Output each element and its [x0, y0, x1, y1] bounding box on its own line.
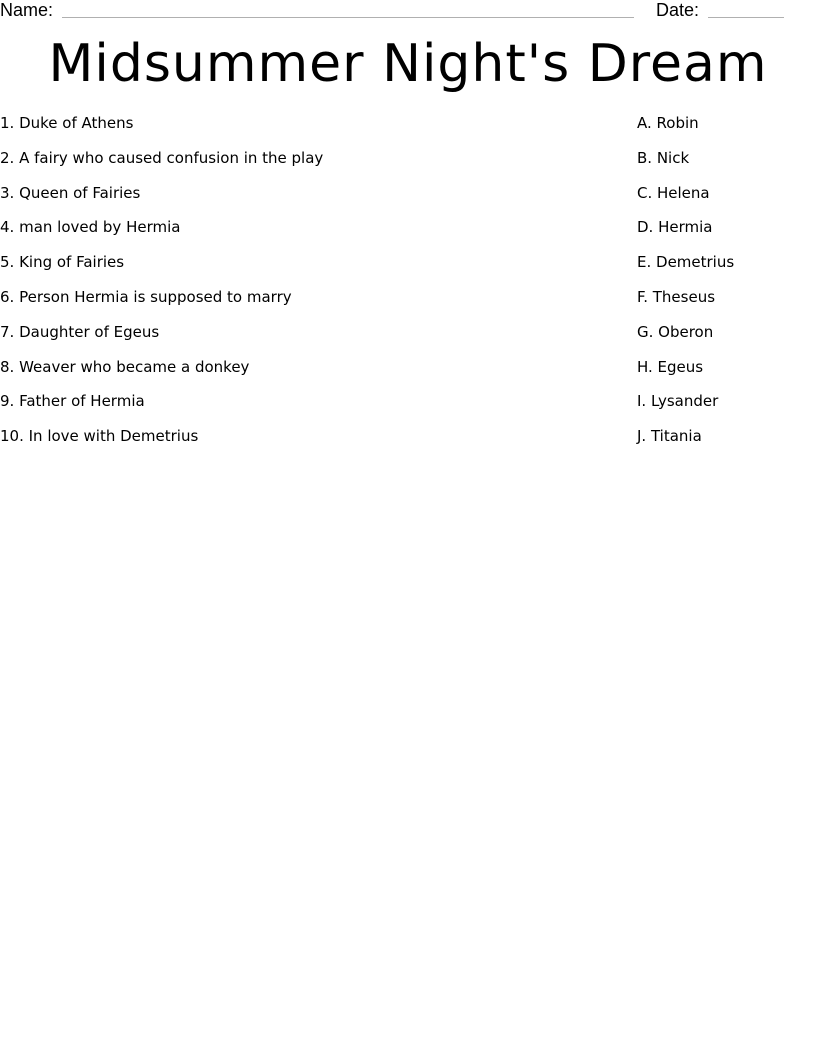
clue-item: 3. Queen of Fairies — [0, 183, 141, 202]
clue-item: 2. A fairy who caused confusion in the play — [0, 148, 324, 167]
answer-item: I. Lysander — [637, 392, 719, 411]
clue-list — [0, 113, 600, 461]
clue-item: 9. Father of Hermia — [0, 392, 145, 411]
clue-item: 6. Person Hermia is supposed to marry — [0, 287, 292, 306]
answer-item: C. Helena — [637, 183, 710, 202]
answer-item: E. Demetrius — [637, 253, 735, 272]
answer-item: G. Oberon — [637, 322, 714, 341]
date-label: Date: — [656, 0, 700, 20]
answer-item: D. Hermia — [637, 218, 713, 237]
answer-item: F. Theseus — [637, 287, 716, 306]
worksheet-header — [0, 0, 816, 24]
answer-list — [637, 113, 807, 461]
name-label: Name: — [0, 0, 54, 20]
clue-item: 7. Daughter of Egeus — [0, 322, 160, 341]
answer-item: A. Robin — [637, 114, 699, 132]
answer-item: J. Titania — [637, 427, 702, 446]
date-field-line[interactable] — [708, 17, 784, 18]
answer-item: B. Nick — [637, 148, 690, 167]
clue-item: 4. man loved by Hermia — [0, 218, 181, 237]
worksheet-title: Midsummer Night's Dream — [48, 34, 768, 94]
clue-item: 1. Duke of Athens — [0, 114, 134, 132]
clue-item: 10. In love with Demetrius — [0, 427, 199, 446]
clue-item: 5. King of Fairies — [0, 253, 125, 272]
name-field-line[interactable] — [62, 17, 634, 18]
answer-item: H. Egeus — [637, 357, 704, 376]
clue-item: 8. Weaver who became a donkey — [0, 357, 250, 376]
